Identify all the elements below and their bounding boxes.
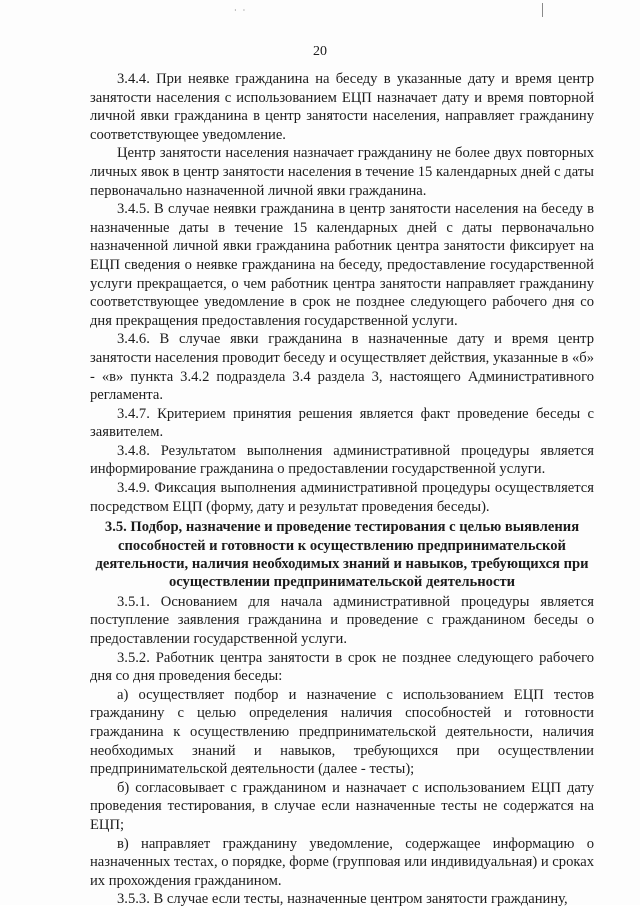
paragraph-3-4-5: 3.4.5. В случае неявки гражданина в центр занятости населения на беседу в назначенные даты в течение 15 календарных дней с даты первоначально назначенной личной явки гражданина работник центра занятости фиксирует на ЕЦП сведения о неявке гражданина на беседу, предоставление государственной услуги прекращается, о чем работник центра занятости направляет гражданину соответствующее уведомление в срок не позднее следующего рабочего дня со дня прекращения предоставления государственной услуги. xyxy=(90,201,594,329)
page-number: 20 xyxy=(313,44,327,59)
paragraph-repeat-visits: Центр занятости населения назначает гражданину не более двух повторных личных явок в центр занятости населения в течение 15 календарных дней с даты первоначально назначенной личной явки гражданина. xyxy=(90,145,594,199)
paragraph-3-5-1: 3.5.1. Основанием для начала административной процедуры является поступление заявления гражданина и проведение с гражданином беседы о предоставлении государственной услуги. xyxy=(90,593,594,648)
list-item-v: в) направляет гражданину уведомление, содержащее информацию о назначенных тестах, о порядке, форме (групповая или индивидуальная) и сроках их прохождения гражданином. xyxy=(90,835,595,889)
section-heading-3-5: 3.5. Подбор, назначение и проведение тестирования с целью выявления способностей и готовности к осуществлению предпринимательской деятельности, наличия необходимых знаний и навыков, требующихся при осуществлении предпринимательской деятельности xyxy=(95,519,589,591)
paragraph-3-4-8: 3.4.8. Результатом выполнения административной процедуры является информирование гражданина о предоставлении государственной услуги. xyxy=(90,442,594,478)
paragraph-3-5-3: 3.5.3. В случае если тесты, назначенные центром занятости гражданину, xyxy=(117,891,568,908)
paragraph-3-4-7: 3.4.7. Критерием принятия решения является факт проведение беседы с заявителем. xyxy=(90,405,594,441)
document-body xyxy=(90,70,594,909)
paragraph-3-4-9: 3.4.9. Фиксация выполнения административной процедуры осуществляется посредством ЕЦП (форму, дату и результат проведения беседы). xyxy=(90,480,594,515)
list-item-b: б) согласовывает с гражданином и назначает с использованием ЕЦП дату проведения тестирования, в случае если назначенные тесты не содержатся на ЕЦП; xyxy=(90,779,594,833)
list-item-a: а) осуществляет подбор и назначение с использованием ЕЦП тестов гражданину с целью определения наличия способностей и готовности гражданина к осуществлению предпринимательской деятельности, наличия необходимых знаний и навыков, требующихся при осуществлении предпринимательской деятельности (далее - тесты); xyxy=(90,686,594,778)
scan-artifact: · · xyxy=(234,6,248,15)
paragraph-3-4-4: 3.4.4. При неявке гражданина на беседу в указанные дату и время центр занятости населения с использованием ЕЦП назначает дату и время повторной личной явки гражданина в центр занятости населения, направляет гражданину соответствующее уведомление. xyxy=(90,71,594,143)
paragraph-3-4-6: 3.4.6. В случае явки гражданина в назначенные дату и время центр занятости населения проводит беседу и осуществляет действия, указанные в «б» - «в» пункта 3.4.2 подраздела 3.4 раздела 3, настоящего Административного регламента. xyxy=(90,331,594,404)
scan-artifact-line xyxy=(542,3,543,17)
paragraph-3-5-2: 3.5.2. Работник центра занятости в срок не позднее следующего рабочего дня со дня проведения беседы: xyxy=(90,649,594,685)
